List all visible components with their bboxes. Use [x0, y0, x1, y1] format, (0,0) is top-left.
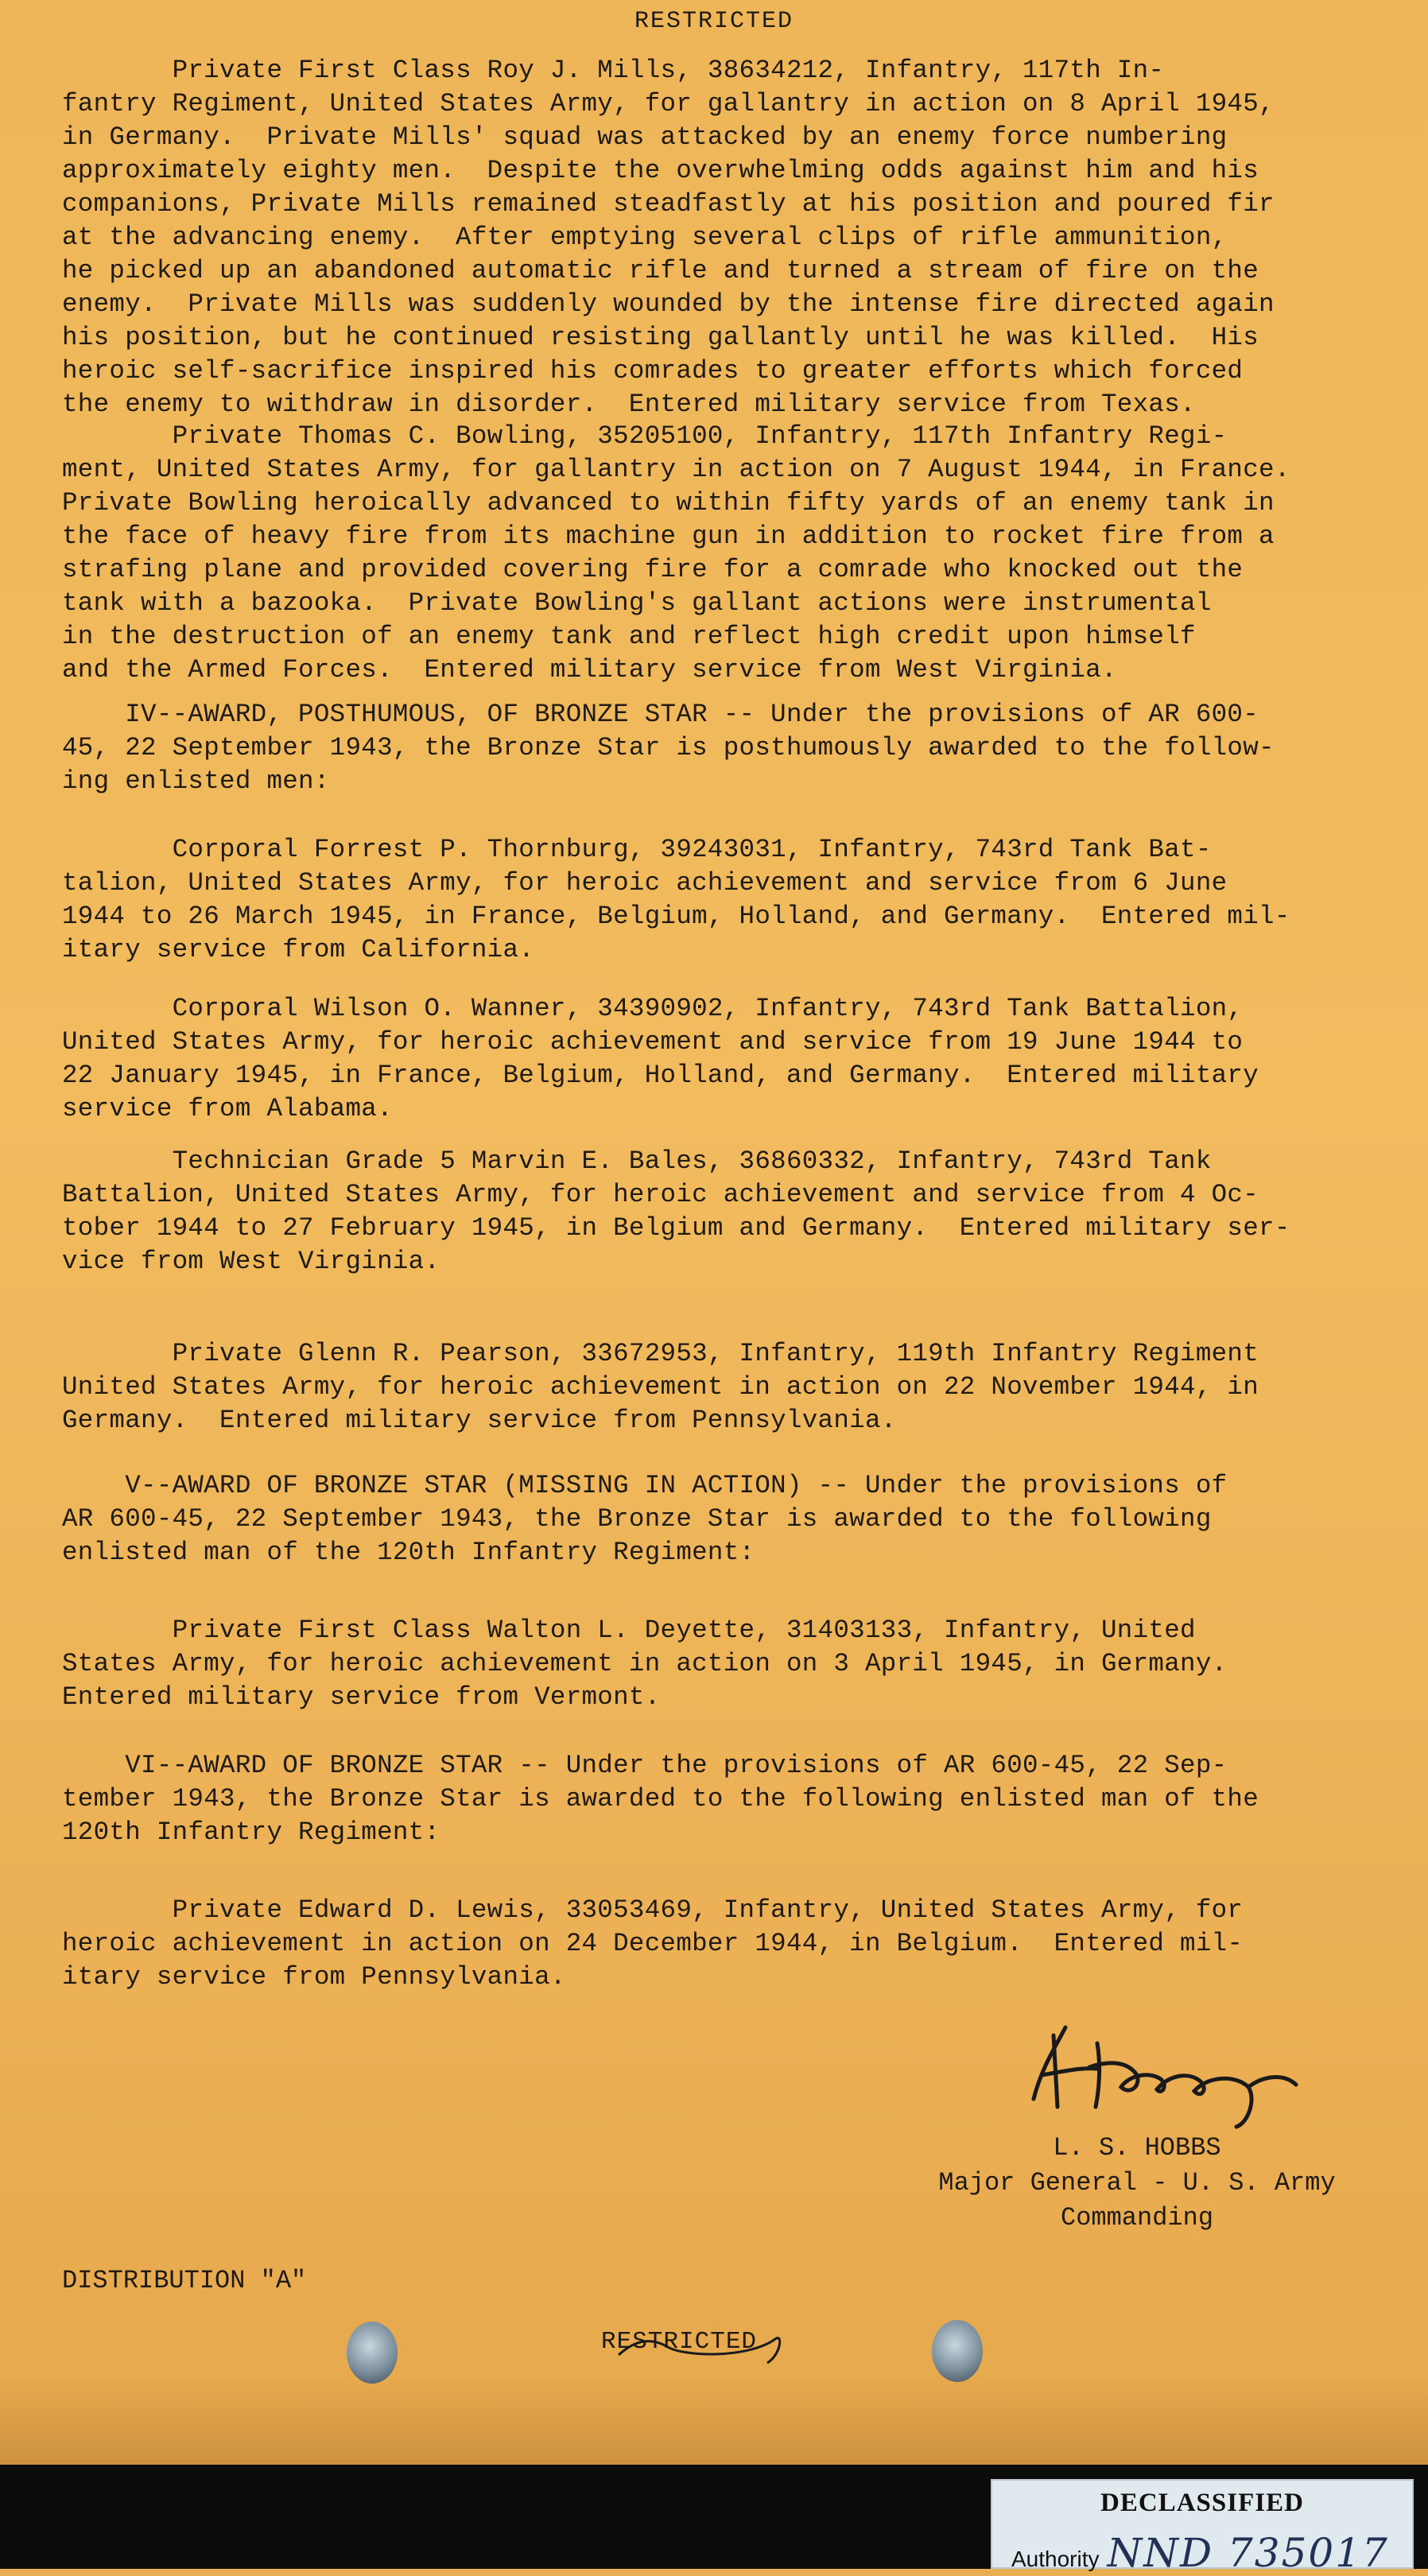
text-line: he picked up an abandoned automatic rifle and turned a stream of fire on the — [62, 256, 1259, 285]
text-line: vice from West Virginia. — [62, 1247, 440, 1276]
strike-mark — [604, 2323, 787, 2371]
text-line: Corporal Forrest P. Thornburg, 39243031, Infantry, 743rd Tank Bat- — [62, 835, 1212, 864]
text-line: the enemy to withdraw in disorder. Entered military service from Texas. — [62, 390, 1196, 419]
paragraph — [62, 1469, 1363, 1569]
text-line: tember 1943, the Bronze Star is awarded to the following enlisted man of the — [62, 1784, 1259, 1814]
text-line: tober 1944 to 27 February 1945, in Belgium and Germany. Entered military ser- — [62, 1213, 1290, 1243]
distribution-line: DISTRIBUTION "A" — [62, 2266, 307, 2295]
text-line: ing enlisted men: — [62, 766, 330, 796]
text-line: Private First Class Roy J. Mills, 38634212, Infantry, 117th In- — [62, 56, 1165, 85]
text-line: talion, United States Army, for heroic achievement and service from 6 June — [62, 868, 1228, 898]
text-line: at the advancing enemy. After emptying several clips of rifle ammunition, — [62, 223, 1228, 252]
text-line: IV--AWARD, POSTHUMOUS, OF BRONZE STAR -- Under the provisions of AR 600- — [62, 700, 1259, 729]
text-line: 45, 22 September 1943, the Bronze Star is posthumously awarded to the follow- — [62, 733, 1275, 762]
text-line: ment, United States Army, for gallantry in action on 7 August 1944, in France. — [62, 455, 1290, 484]
paragraph — [62, 992, 1363, 1126]
text-line: United States Army, for heroic achievement and service from 19 June 1944 to — [62, 1027, 1244, 1057]
paragraph — [62, 833, 1363, 967]
text-line: VI--AWARD OF BRONZE STAR -- Under the provisions of AR 600-45, 22 Sep- — [62, 1751, 1228, 1780]
text-line: and the Armed Forces. Entered military service from West Virginia. — [62, 655, 1117, 685]
page-shadow — [0, 2377, 1428, 2473]
stamp-authority-line — [1011, 2530, 1389, 2576]
text-line: itary service from California. — [62, 935, 535, 964]
text-line: in the destruction of an enemy tank and reflect high credit upon himself — [62, 622, 1196, 651]
text-line: 22 January 1945, in France, Belgium, Holland, and Germany. Entered military — [62, 1061, 1259, 1090]
text-line: Technician Grade 5 Marvin E. Bales, 36860332, Infantry, 743rd Tank — [62, 1146, 1212, 1176]
paragraph — [62, 1337, 1363, 1437]
text-line: United States Army, for heroic achievement in action on 22 November 1944, in — [62, 1372, 1259, 1402]
paragraph — [62, 1894, 1363, 1994]
stamp-authority-value: NND 735017 — [1107, 2530, 1389, 2576]
text-line: Private Bowling heroically advanced to within fifty yards of an enemy tank in — [62, 488, 1275, 518]
paragraph — [62, 698, 1363, 798]
stamp-authority-label: Authority — [1011, 2547, 1100, 2571]
text-line: strafing plane and provided covering fire for a comrade who knocked out the — [62, 555, 1244, 584]
text-line: service from Alabama. — [62, 1094, 393, 1123]
text-line: AR 600-45, 22 September 1943, the Bronze Star is awarded to the following — [62, 1504, 1212, 1534]
punch-hole-left — [347, 2322, 398, 2384]
text-line: approximately eighty men. Despite the overwhelming odds against him and his — [62, 156, 1259, 185]
text-line: heroic self-sacrifice inspired his comrades to greater efforts which forced — [62, 356, 1244, 386]
text-line: the face of heavy fire from its machine gun in addition to rocket fire from a — [62, 522, 1275, 551]
stamp-title: DECLASSIFIED — [1100, 2489, 1304, 2517]
text-line: 1944 to 26 March 1945, in France, Belgium, Holland, and Germany. Entered mil- — [62, 902, 1290, 931]
text-line: itary service from Pennsylvania. — [62, 1962, 566, 1992]
paragraph — [62, 1749, 1363, 1849]
text-line: in Germany. Private Mills' squad was attacked by an enemy force numbering — [62, 122, 1228, 152]
signer-name: L. S. HOBBS — [1053, 2133, 1221, 2163]
header-classification: RESTRICTED — [634, 8, 794, 35]
text-line: Private Glenn R. Pearson, 33672953, Infantry, 119th Infantry Regiment — [62, 1339, 1259, 1368]
signer-role: Commanding — [1060, 2203, 1214, 2233]
text-line: Private Edward D. Lewis, 33053469, Infantry, United States Army, for — [62, 1895, 1244, 1925]
text-line: 120th Infantry Regiment: — [62, 1818, 440, 1847]
text-line: Private First Class Walton L. Deyette, 31403133, Infantry, United — [62, 1616, 1196, 1645]
text-line: Corporal Wilson O. Wanner, 34390902, Infantry, 743rd Tank Battalion, — [62, 994, 1244, 1023]
text-line: companions, Private Mills remained steadfastly at his position and poured fir — [62, 189, 1275, 219]
text-line: fantry Regiment, United States Army, for gallantry in action on 8 April 1945, — [62, 89, 1275, 118]
text-line: Battalion, United States Army, for heroic achievement and service from 4 Oc- — [62, 1180, 1259, 1209]
signer-rank: Major General - U. S. Army — [938, 2168, 1336, 2198]
handwritten-signature — [1010, 2012, 1360, 2131]
paragraph — [62, 1145, 1363, 1278]
text-line: V--AWARD OF BRONZE STAR (MISSING IN ACTION) -- Under the provisions of — [62, 1471, 1228, 1500]
paragraph — [62, 1614, 1363, 1714]
declassified-stamp — [991, 2479, 1414, 2576]
text-line: heroic achievement in action on 24 December 1944, in Belgium. Entered mil- — [62, 1929, 1244, 1958]
text-line: enlisted man of the 120th Infantry Regiment: — [62, 1538, 755, 1567]
text-line: Entered military service from Vermont. — [62, 1682, 661, 1712]
footer-classification: RESTRICTED — [601, 2328, 758, 2356]
text-line: his position, but he continued resisting gallantly until he was killed. His — [62, 323, 1259, 352]
text-line: States Army, for heroic achievement in action on 3 April 1945, in Germany. — [62, 1649, 1228, 1678]
text-line: Private Thomas C. Bowling, 35205100, Infantry, 117th Infantry Regi- — [62, 421, 1228, 451]
paragraph — [62, 54, 1363, 421]
paragraph — [62, 420, 1363, 687]
signature-block — [914, 2131, 1360, 2236]
text-line: tank with a bazooka. Private Bowling's gallant actions were instrumental — [62, 588, 1212, 618]
punch-hole-right — [932, 2320, 983, 2382]
text-line: Germany. Entered military service from Pennsylvania. — [62, 1406, 897, 1435]
text-line: enemy. Private Mills was suddenly wounded by the intense fire directed again — [62, 289, 1275, 319]
